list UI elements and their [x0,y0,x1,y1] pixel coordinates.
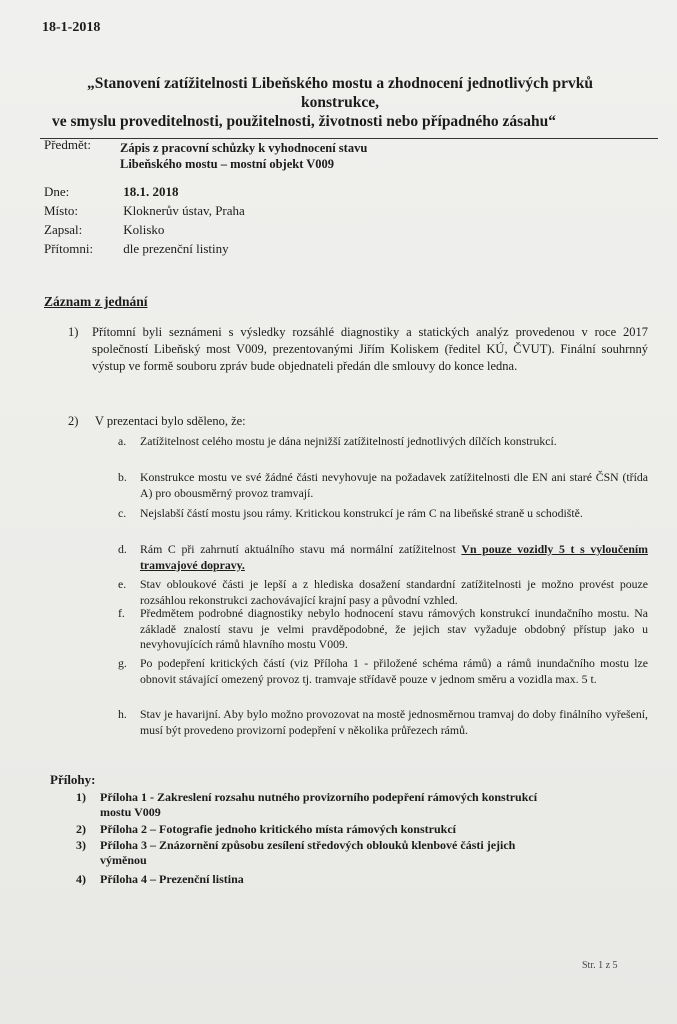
attachment-text-cont: výměnou [100,853,147,867]
item-letter: f. [118,606,125,620]
info-label: Dne: [44,184,70,199]
info-value: Kloknerův ústav, Praha [123,203,245,218]
info-value: 18.1. 2018 [123,184,179,199]
info-value: Kolisko [123,222,165,237]
item-text: Stav je havarijní. Aby bylo možno provozovat na mostě jednosměrnou tramvaj do doby finálního vyřešení, musí být provedeno provizorní podepření v několika průřezech rámů. [140,707,648,737]
document-date: 18-1-2018 [42,20,101,35]
paragraph-text: Přítomní byli seznámeni s výsledky rozsáhlé diagnostiky a statických analýz provedenou v roce 2017 společností Libeňský most V009, prezentovanými Jiřím Koliskem (ředitel KÚ, ČVUT). Finální souhrnný výstup ve formě souboru zpráv bude objednateli předán dle smlouvy do konce ledna. [92,325,648,373]
info-value: dle prezenční listiny [123,241,229,256]
info-row-attendees [44,241,229,257]
paragraph-2-heading [68,414,246,429]
paragraph-number: 2) [68,414,79,428]
attachment-item [76,790,636,820]
item-letter: e. [118,577,127,591]
item-text: Po podepření kritických částí (viz Příloha 1 - přiložené schéma rámů) a rámů inundačního mostu lze obnovit stávající omezený provoz tj. tramvaje střídavě pouze v jednom směru a vozidla max. 5 t. [140,656,648,686]
item-letter: c. [118,506,127,520]
item-text: Zatížitelnost celého mostu je dána nejnižší zatížitelností jednotlivých dílčích konstrukcí. [140,434,557,448]
item-text-plain: Rám C při zahrnutí aktuálního stavu má normální zatížitelnost [140,542,462,556]
item-text-emphasis: Vn pouze vozidly 5 t s vyloučením tramvajové dopravy. [140,542,649,572]
attachment-text-cont: mostu V009 [100,805,161,819]
item-letter: h. [118,707,127,721]
item-text: Stav obloukové části je lepší a z hlediska dosažení standardní zatížitelnosti je možno provést pouze rozsáhlou rekonstrukci zachovávající krajní pasy a původní vzhled. [140,577,648,607]
attachment-item [76,872,636,887]
item-letter: b. [118,470,127,484]
section-title: Záznam z jednání [44,294,148,309]
item-text: Konstrukce mostu ve své žádné části nevyhovuje na požadavek zatížitelnosti dle EN ani staré ČSN (třída A) pro obousměrný provoz tramvají. [140,470,648,500]
page-number: Str. 1 z 5 [582,960,618,971]
subject-label: Předmět: [44,137,91,152]
attachment-text: Příloha 3 – Znázornění způsobu zesílení středových oblouků klenbové části jejich [100,838,516,852]
attachment-number: 4) [76,872,86,886]
info-label: Místo: [44,203,78,218]
info-row-place [44,203,245,219]
subject-line-1: Zápis z pracovní schůzky k vyhodnocení stavu [120,141,368,155]
paragraph-1 [68,324,648,375]
attachment-number: 1) [76,790,86,804]
attachment-text: Příloha 4 – Prezenční listina [100,872,244,886]
attachment-number: 3) [76,838,86,852]
attachments-title: Přílohy: [50,772,96,787]
info-label: Přítomni: [44,241,94,256]
item-letter: g. [118,656,127,670]
document-title [40,74,640,131]
paragraph-number: 1) [68,325,79,339]
item-letter: d. [118,542,127,556]
list-item [118,707,648,738]
title-line-3: ve smyslu proveditelnosti, použitelnosti, životnosti nebo případného zásahu“ [52,113,556,130]
subject-line-2: Libeňského mostu – mostní objekt V009 [120,157,335,171]
list-item [118,577,648,608]
item-text: Nejslabší částí mostu jsou rámy. Kritickou konstrukcí je rám C na libeňské straně u schodiště. [140,506,583,520]
attachment-item [76,822,636,837]
list-item [118,606,648,653]
subject-text [120,140,450,172]
attachment-number: 2) [76,822,86,836]
list-item [118,656,648,687]
attachment-item [76,838,636,868]
info-row-author [44,222,164,238]
item-letter: a. [118,434,127,448]
title-line-1: „Stanovení zatížitelnosti Libeňského mostu a zhodnocení jednotlivých prvků [87,75,593,92]
attachment-text: Příloha 1 - Zakreslení rozsahu nutného provizorního podepření rámových konstrukcí [100,790,538,804]
info-row-date [44,184,179,200]
title-line-2: konstrukce, [301,94,379,111]
list-item [118,470,648,501]
item-text [140,542,648,573]
list-item [118,434,648,450]
list-item [118,542,648,573]
attachment-text: Příloha 2 – Fotografie jednoho kritického místa rámových konstrukcí [100,822,456,836]
title-divider [40,138,658,139]
list-item [118,506,648,522]
item-text: Předmětem podrobné diagnostiky nebylo hodnocení stavu rámových konstrukcí inundačního mostu. Na základě znalostí stavu je velmi pravděpodobné, že jejich stav vyžaduje obdobný přístup jako u nevyhovujících rámů hlavního mostu V009. [140,606,648,651]
info-label: Zapsal: [44,222,83,237]
paragraph-intro: V prezentaci bylo sděleno, že: [94,414,246,428]
